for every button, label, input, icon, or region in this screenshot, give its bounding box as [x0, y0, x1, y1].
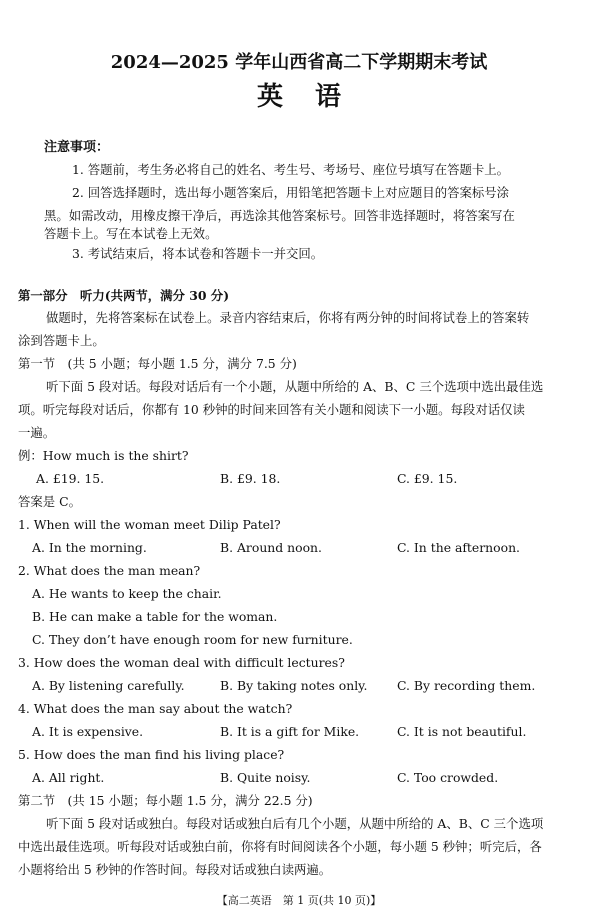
notice-item-2-cont2: 答题卡上。写在本试卷上无效。: [44, 226, 218, 241]
subject-title: 英语: [256, 82, 373, 112]
q3-option-b: B. By taking notes only.: [220, 678, 368, 693]
section1-instr-2: 项。听完每段对话后，你都有 10 秒钟的时间来回答有关小题和阅读下一小题。每段对话仅读: [18, 402, 525, 417]
q5-option-a: A. All right.: [32, 770, 105, 785]
section2-heading: 第二节 (共 15 小题；每小题 1.5 分，满分 22.5 分): [18, 793, 313, 808]
q3-option-a: A. By listening carefully.: [32, 678, 185, 693]
section2-instr-3: 小题将给出 5 秒钟的作答时间。每段对话或独白读两遍。: [18, 862, 332, 877]
question-4: 4. What does the man say about the watch?: [18, 701, 293, 716]
q1-option-b: B. Around noon.: [220, 540, 322, 555]
q2-option-c: C. They don’t have enough room for new furniture.: [32, 632, 353, 647]
q3-option-c: C. By recording them.: [397, 678, 536, 693]
section2-instr-2: 中选出最佳选项。听每段对话或独白前，你将有时间阅读各个小题，每小题 5 秒钟；听完后，各: [18, 839, 542, 854]
example-question: 例：How much is the shirt?: [18, 448, 189, 463]
q5-option-c: C. Too crowded.: [397, 770, 499, 785]
question-3: 3. How does the woman deal with difficult lectures?: [18, 655, 345, 670]
notice-heading: 注意事项：: [44, 140, 110, 155]
q1-option-a: A. In the morning.: [32, 540, 147, 555]
section1-heading: 第一节 (共 5 小题；每小题 1.5 分，满分 7.5 分): [18, 356, 297, 371]
q5-option-b: B. Quite noisy.: [220, 770, 311, 785]
page-footer: 【高二英语 第 1 页(共 10 页)】: [216, 894, 382, 907]
section1-instr-3: 一遍。: [18, 425, 56, 440]
example-option-b: B. £9. 18.: [220, 471, 281, 486]
exam-title: 2024—2025 学年山西省高二下学期期末考试: [110, 52, 488, 73]
question-2: 2. What does the man mean?: [18, 563, 201, 578]
q1-option-c: C. In the afternoon.: [397, 540, 520, 555]
q2-option-a: A. He wants to keep the chair.: [32, 586, 222, 601]
question-1: 1. When will the woman meet Dilip Patel?: [18, 517, 281, 532]
example-option-a: A. £19. 15.: [36, 471, 105, 486]
q4-option-c: C. It is not beautiful.: [397, 724, 527, 739]
notice-item-2: 2. 回答选择题时，选出每小题答案后，用铅笔把答题卡上对应题目的答案标号涂: [72, 185, 510, 200]
q4-option-b: B. It is a gift for Mike.: [220, 724, 360, 739]
section2-instr-1: 听下面 5 段对话或独白。每段对话或独白后有几个小题，从题中所给的 A、B、C 三个选项: [46, 816, 544, 831]
section1-instr-1: 听下面 5 段对话。每段对话后有一个小题，从题中所给的 A、B、C 三个选项中选出最佳选: [46, 379, 544, 394]
part1-intro-1: 做题时，先将答案标在试卷上。录音内容结束后，你将有两分钟的时间将试卷上的答案转: [46, 310, 530, 325]
notice-item-3: 3. 考试结束后，将本试卷和答题卡一并交回。: [72, 246, 324, 261]
notice-item-2-cont: 黑。如需改动，用橡皮擦干净后，再选涂其他答案标号。回答非选择题时，将答案写在: [44, 208, 515, 223]
notice-item-1: 1. 答题前，考生务必将自己的姓名、考生号、考场号、座位号填写在答题卡上。: [72, 162, 510, 177]
example-option-c: C. £9. 15.: [397, 471, 458, 486]
part1-heading: 第一部分 听力(共两节，满分 30 分): [18, 288, 230, 303]
question-5: 5. How does the man find his living place?: [18, 747, 285, 762]
q4-option-a: A. It is expensive.: [32, 724, 144, 739]
example-answer: 答案是 C。: [18, 494, 81, 509]
part1-intro-2: 涂到答题卡上。: [18, 333, 105, 348]
q2-option-b: B. He can make a table for the woman.: [32, 609, 278, 624]
